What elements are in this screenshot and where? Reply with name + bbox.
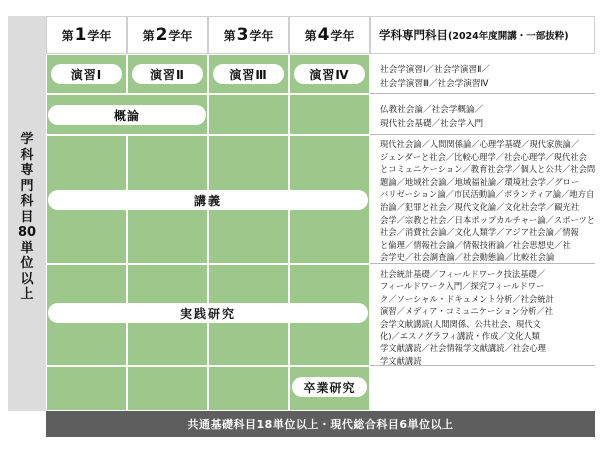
gairon-description: 仏教社会論／社会学概論／ 現代社会基礎／社会学入門 xyxy=(380,105,484,129)
header-year-1: 第 1 学年 xyxy=(46,16,127,54)
grid-cell xyxy=(46,366,127,411)
grid-cell xyxy=(208,366,289,411)
header-subjects: 学科専門科目 (2024年度開講・一部抜粋) xyxy=(370,16,595,54)
pill-enshu-1: 演習Ⅰ xyxy=(51,64,122,84)
grid-cell xyxy=(289,94,370,135)
footer-requirement: 共通基礎科目18単位以上・現代総合科目6単位以上 xyxy=(46,411,595,437)
grid-cell xyxy=(127,366,208,411)
header-year-3: 第 3 学年 xyxy=(208,16,289,54)
kogi-description: 現代社会論／人間関係論／心理学基礎／現代家族論／ ジェンダーと社会／比較心理学／社会心理学／現代社会 とコミュニケーション／教育社会学／個人と公共／社会問 題論／地域社会論／地域福祉論／環境社会学／グロー バリゼーション論／市民活動論／ボランティア論／地方自 治論／犯罪と社会／現代文化論／文化社会学／観光社 会学／宗教と社会／日本ポップカルチャー論／スポーツと 社会／消費社会論／文化人類学／アジア社会論／情報 と倫理／情報社会論／情報技術論／社会思想史／社 会学史／社会調査論／社会動態論／比較社会論 xyxy=(380,139,596,263)
header-year-2: 第 2 学年 xyxy=(127,16,208,54)
pill-jissen: 実践研究 xyxy=(48,303,368,323)
grid-cell xyxy=(208,94,289,135)
pill-enshu-2: 演習Ⅱ xyxy=(132,64,203,84)
pill-gairon: 概論 xyxy=(48,105,206,125)
pill-sotsugyo: 卒業研究 xyxy=(292,377,367,397)
sotsugyo-description-cell xyxy=(370,366,595,411)
enshu-description: 社会学演習Ⅰ／社会学演習Ⅱ／ 社会学演習Ⅲ／社会学演習Ⅳ xyxy=(380,65,490,89)
pill-enshu-3: 演習Ⅲ xyxy=(213,64,284,84)
pill-enshu-4: 演習Ⅳ xyxy=(294,64,365,84)
jissen-description: 社会統計基礎／フィールドワーク技法基礎／ フィールドワーク入門／探究フィールドワー ク／ソーシャル・ドキュメント分析／社会統計 演習／メディア・コミュニケーション分析／社 会学文献講読(人間関係、公共社会、現代文 化)／エスノグラフィ講読・作成／文化人類 学文献講読／社会情報学文献講読／社会心理 学文献講読 xyxy=(380,269,554,366)
header-year-4: 第 4 学年 xyxy=(289,16,370,54)
pill-kogi: 講義 xyxy=(48,190,368,210)
credit-requirement-label: 学 科 専 門 科 目 80 単 位 以 上 xyxy=(17,132,37,302)
